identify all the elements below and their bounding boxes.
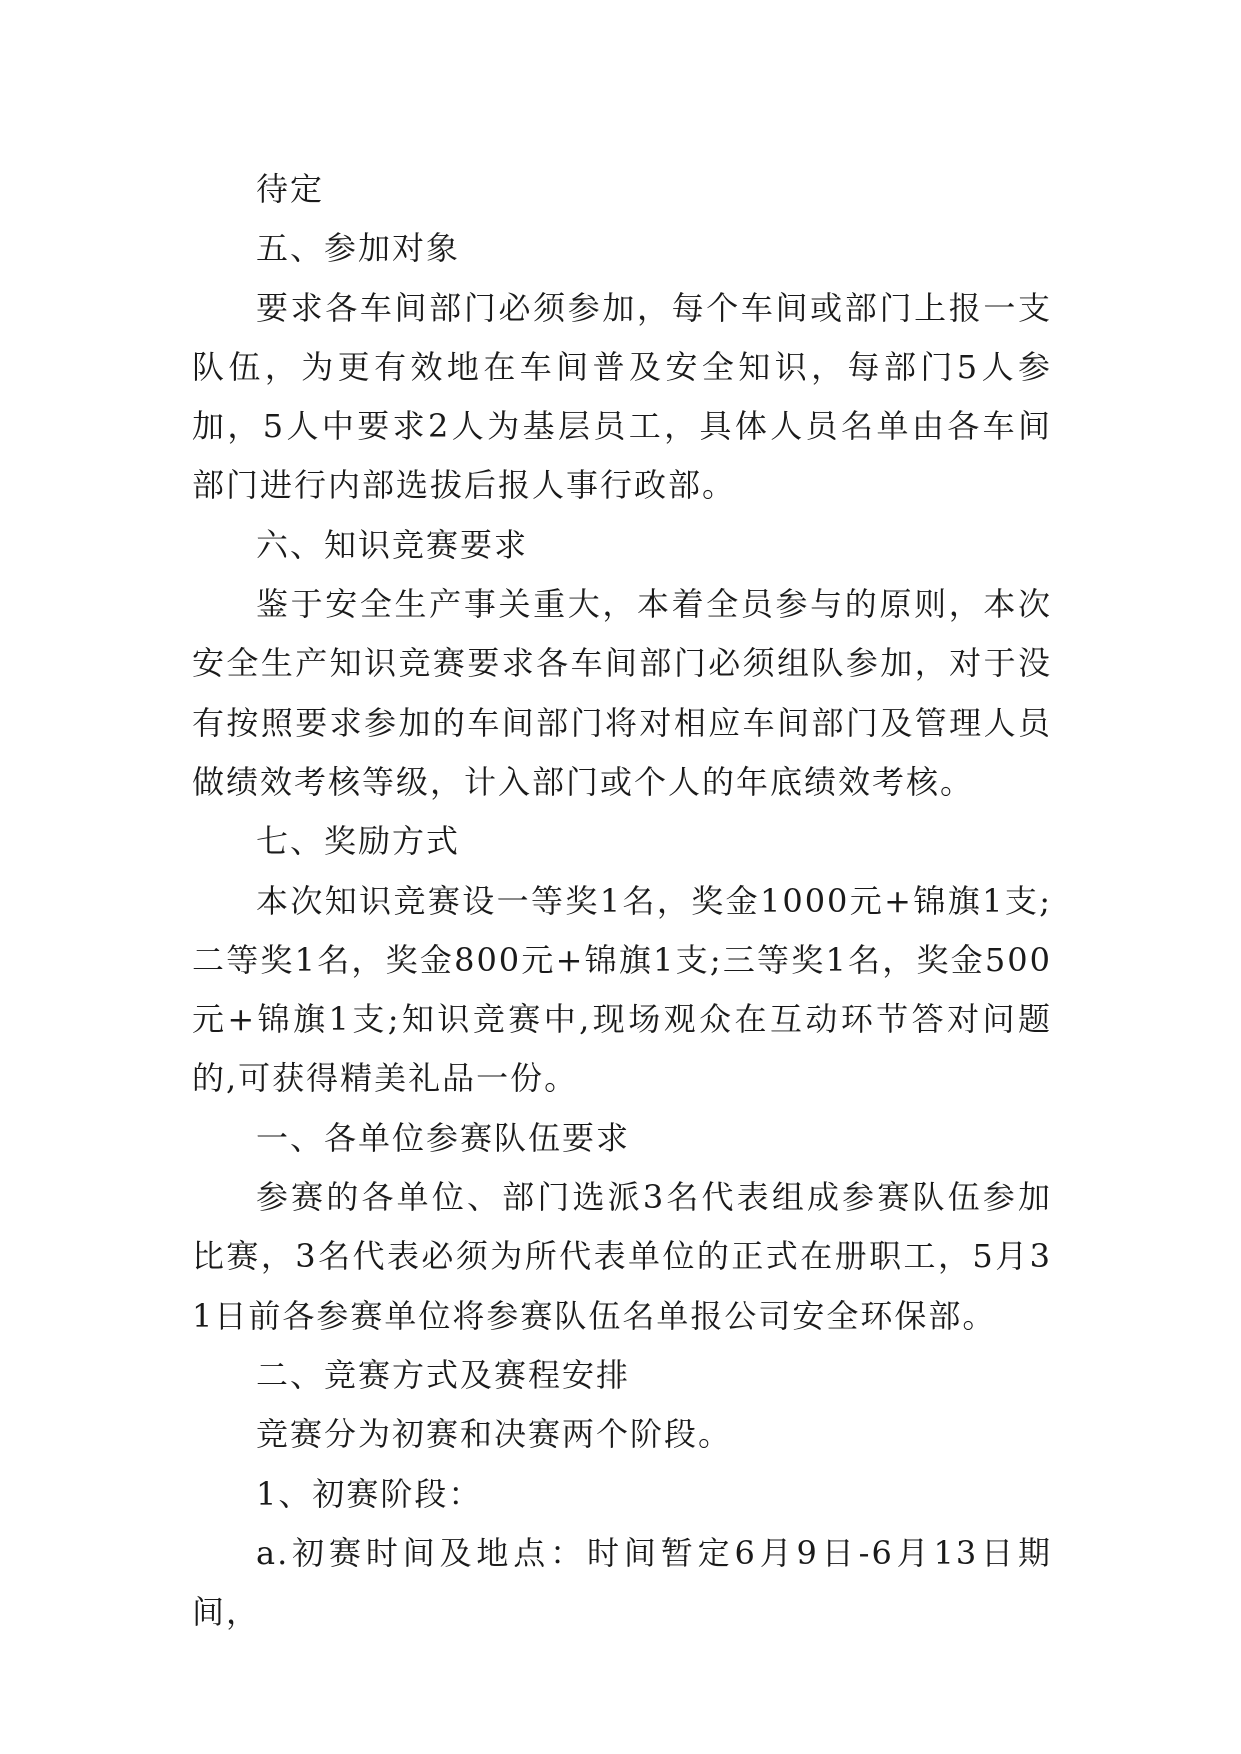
- heading-preliminary-stage: 1、初赛阶段：: [256, 1474, 483, 1513]
- heading-team-requirements: 一、各单位参赛队伍要求: [256, 1118, 631, 1157]
- document-body: [192, 160, 1052, 1642]
- paragraph-participants: 要求各车间部门必须参加，每个车间或部门上报一支队伍，为更有效地在车间普及安全知识，每部门5人参加，5人中要求2人为基层员工，具体人员名单由各车间部门进行内部选拔后报人事行政部。: [192, 288, 1052, 505]
- paragraph-preliminary-time: a.初赛时间及地点：时间暂定6月9日-6月13日期间，: [192, 1533, 1052, 1632]
- paragraph-team-requirements: 参赛的各单位、部门选派3名代表组成参赛队伍参加比赛，3名代表必须为所代表单位的正式在册职工，5月31日前各参赛单位将参赛队伍名单报公司安全环保部。: [192, 1178, 1052, 1335]
- paragraph-rewards: 本次知识竞赛设一等奖1名，奖金1000元+锦旗1支;二等奖1名，奖金800元+锦旗1支;三等奖1名，奖金500元+锦旗1支;知识竞赛中,现场观众在互动环节答对问题的,可获得精美礼品一份。: [192, 881, 1052, 1098]
- heading-competition-requirements: 六、知识竞赛要求: [256, 525, 529, 564]
- paragraph-pending: 待定: [256, 170, 325, 208]
- heading-competition-format: 二、竞赛方式及赛程安排: [256, 1355, 631, 1394]
- heading-participants: 五、参加对象: [256, 229, 461, 268]
- paragraph-competition-stages: 竞赛分为初赛和决赛两个阶段。: [256, 1415, 733, 1454]
- heading-rewards: 七、奖励方式: [256, 822, 461, 861]
- paragraph-competition-requirements: 鉴于安全生产事关重大，本着全员参与的原则，本次安全生产知识竞赛要求各车间部门必须组队参加，对于没有按照要求参加的车间部门将对相应车间部门及管理人员做绩效考核等级，计入部门或个人的年底绩效考核。: [192, 585, 1052, 801]
